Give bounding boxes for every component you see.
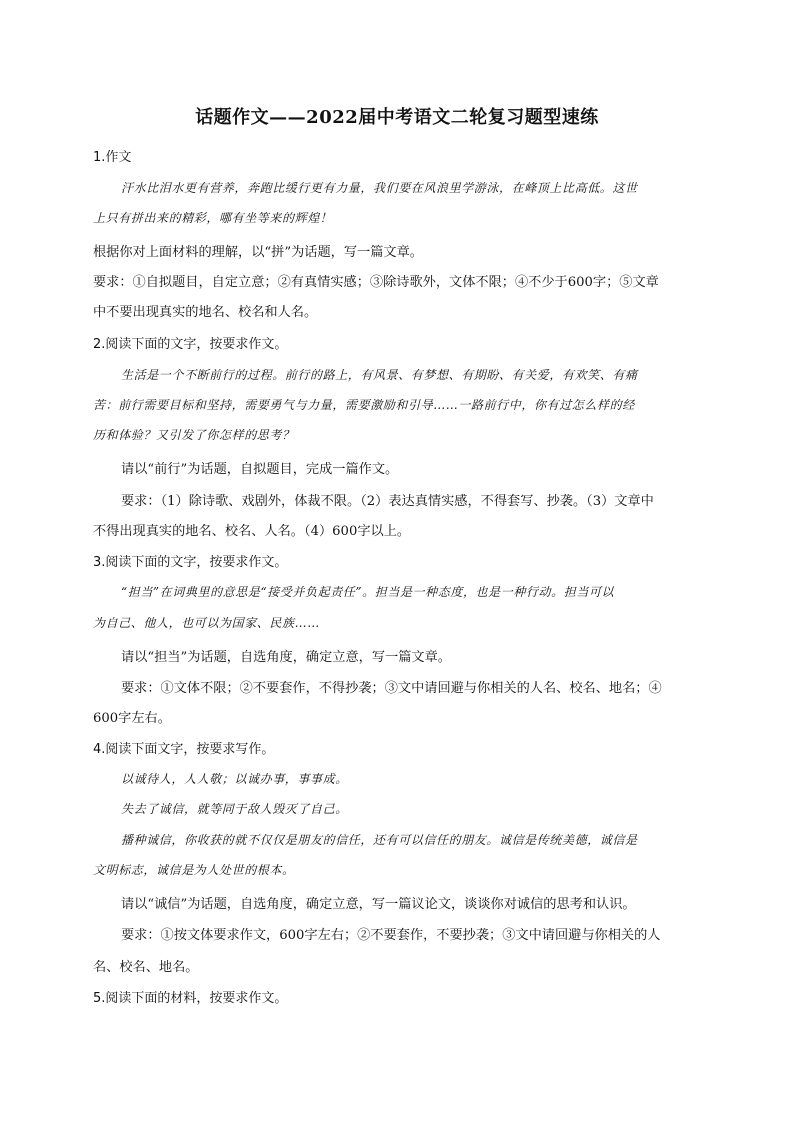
question-1-heading: 1.作文 (93, 150, 132, 165)
question-2-heading: 2.阅读下面的文字，按要求作文。 (93, 337, 288, 352)
question-5-heading: 5.阅读下面的材料，按要求作文。 (93, 991, 288, 1006)
requirement-text: 要求：①文体不限；②不要套作，不得抄袭；③文中请回避与你相关的人名、校名、地名；④ (121, 681, 662, 696)
material-text: 失去了诚信，就等同于敌人毁灭了自己。 (121, 802, 348, 816)
material-text: 为自己、他人，也可以为国家、民族…… (93, 616, 320, 630)
requirement-text: 中不要出现真实的地名、校名和人名。 (93, 305, 318, 320)
material-text: 苦：前行需要目标和坚持，需要勇气与力量，需要激励和引导……一路前行中，你有过怎么样的经 (93, 398, 635, 412)
requirement-text: 要求：①自拟题目，自定立意；②有真情实感；③除诗歌外，文体不限；④不少于600字；⑤文章 (93, 275, 659, 290)
material-text: 上只有拼出来的精彩，哪有坐等来的辉煌！ (93, 211, 333, 225)
material-text: 播种诚信，你收获的就不仅仅是朋友的信任，还有可以信任的朋友。诚信是传统美德，诚信是 (121, 833, 638, 847)
question-4-heading: 4.阅读下面文字，按要求写作。 (93, 742, 275, 757)
prompt-text: 请以“前行”为话题，自拟题目，完成一篇作文。 (121, 462, 399, 477)
requirement-text: 600字左右。 (93, 711, 171, 726)
requirement-text: 不得出现真实的地名、校名、人名。（4）600字以上。 (93, 524, 411, 539)
material-text: 汗水比泪水更有营养，奔跑比缓行更有力量，我们要在风浪里学游泳，在峰顶上比高低。这世 (121, 181, 638, 195)
material-text: 历和体验？又引发了你怎样的思考？ (93, 428, 295, 442)
prompt-text: 请以“诚信”为话题，自选角度，确定立意，写一篇议论文，谈谈你对诚信的思考和认识。 (121, 897, 636, 912)
page-title: 话题作文——2022届中考语文二轮复习题型速练 (195, 107, 599, 128)
requirement-text: 要求：①按文体要求作文，600字左右；②不要套作，不要抄袭；③文中请回避与你相关的人 (121, 928, 661, 943)
material-text: 以诚待人，人人敬；以诚办事，事事成。 (121, 772, 348, 786)
material-text: “担当”在词典里的意思是“接受并负起责任”。担当是一种态度，也是一种行动。担当可以 (121, 585, 615, 599)
material-text: 生活是一个不断前行的过程。前行的路上，有风景、有梦想、有期盼、有关爱，有欢笑、有痛 (121, 368, 638, 382)
requirement-text: 要求：（1）除诗歌、戏剧外，体裁不限。（2）表达真情实感，不得套写、抄袭。（3）文章中 (121, 494, 654, 509)
material-text: 文明标志，诚信是为人处世的根本。 (93, 863, 295, 877)
requirement-text: 名、校名、地名。 (93, 960, 199, 975)
prompt-text: 根据你对上面材料的理解，以“拼”为话题，写一篇文章。 (93, 245, 423, 260)
prompt-text: 请以“担当”为话题，自选角度，确定立意，写一篇文章。 (121, 650, 451, 665)
question-3-heading: 3.阅读下面的文字，按要求作文。 (93, 555, 288, 570)
